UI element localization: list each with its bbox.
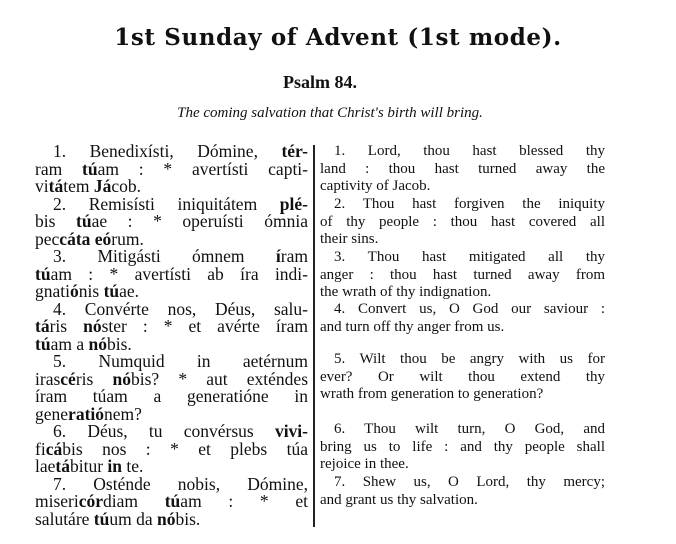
verse-line: and grant us thy salvation. (320, 491, 478, 508)
psalm-heading: Psalm 84. (283, 72, 357, 92)
accented-syllable: nó (157, 508, 176, 529)
text-segment: vi (35, 176, 49, 196)
text-segment: ris (49, 316, 84, 336)
text-segment: pec (35, 228, 60, 249)
accented-syllable: tú (76, 211, 92, 231)
text-segment: bis. (106, 333, 132, 354)
accented-syllable: tér- (281, 141, 308, 161)
text-segment: um da (109, 508, 157, 529)
accented-syllable: ratió (68, 403, 105, 424)
verse-line: ever? Or wilt thou extend thy (320, 368, 605, 385)
latin-verse (35, 423, 308, 476)
text-segment: te. (122, 456, 144, 476)
text-segment: íram túam a generatióne in (35, 386, 308, 406)
accented-syllable: ó (70, 281, 79, 301)
text-segment: am : * et (180, 491, 308, 511)
accented-syllable: nó (112, 368, 131, 389)
accented-syllable: tú (164, 491, 181, 511)
text-segment: ae : * operuísti ómnia (91, 211, 308, 231)
verse-line: 3. Thou hast mitigated all thy (334, 249, 605, 265)
accented-syllable: cór (78, 491, 104, 511)
text-segment: 3. Mitigásti ómnem (53, 246, 276, 266)
latin-column (35, 143, 308, 528)
english-verse (320, 143, 605, 196)
text-segment: ae. (119, 281, 140, 301)
text-segment: bis (35, 211, 76, 231)
accented-syllable: cá (45, 438, 63, 459)
latin-verse (35, 298, 309, 354)
text-segment: gnati (35, 281, 70, 301)
accented-syllable: plé- (279, 193, 308, 214)
text-segment: rum. (111, 228, 144, 249)
text-segment: ram (280, 246, 308, 266)
english-verse (320, 249, 605, 302)
accented-syllable: in (107, 456, 123, 476)
accented-syllable: tá (55, 456, 70, 476)
latin-verse (35, 143, 308, 196)
psalm-subtitle: The coming salvation that Christ's birth will bring. (177, 105, 483, 121)
text-segment: nis (78, 281, 104, 301)
accented-syllable: tá (48, 176, 64, 196)
text-segment: fi (35, 438, 46, 459)
text-segment: 2. Remisísti iniquitátem (53, 193, 280, 214)
text-segment: nem? (104, 403, 142, 424)
text-segment: lae (35, 456, 56, 476)
latin-verse (35, 193, 308, 249)
latin-verse (35, 353, 308, 423)
accented-syllable: Já (93, 176, 112, 196)
text-segment: 7. Osténde nobis, Dómine, (53, 473, 308, 494)
verse-line: bring us to life : and thy people shall (320, 438, 605, 455)
verse-line: rejoice in thee. (320, 456, 409, 473)
accented-syllable: vivi- (274, 421, 308, 441)
verse-line: land : thou hast turned away the (320, 160, 605, 177)
accented-syllable: tá (35, 316, 50, 336)
verse-line: 4. Convert us, O God our saviour : (334, 301, 605, 317)
text-segment: miseri (35, 491, 79, 511)
text-segment: bis. (175, 508, 201, 529)
text-segment: 4. Convérte nos, Déus, salu- (53, 298, 308, 319)
verse-line: 6. Thou wilt turn, O God, and (334, 421, 605, 437)
accented-syllable: tú (35, 263, 51, 284)
accented-syllable: tú (35, 333, 51, 354)
english-verse (320, 474, 605, 509)
verse-line (35, 508, 308, 529)
text-segment: bis nos : * et plebs túa (62, 438, 308, 459)
verse-line: captivity of Jacob. (320, 178, 431, 195)
text-segment: bitur (69, 456, 108, 476)
verse-line: anger : thou hast turned away from (320, 266, 605, 283)
page-title: 1st Sunday of Advent (1st mode). (114, 24, 562, 51)
accented-syllable: cáta eó (59, 228, 112, 249)
verse-line: 2. Thou hast forgiven the iniquity (334, 196, 605, 212)
latin-verse (35, 473, 308, 529)
accented-syllable: tú (82, 158, 98, 179)
text-segment: salutáre (35, 508, 94, 529)
text-segment: tem (63, 176, 94, 196)
text-segment: ram (35, 158, 83, 179)
text-segment: ris (75, 368, 113, 389)
text-segment: am a (50, 333, 89, 354)
verse-line: 5. Wilt thou be angry with us for (334, 351, 605, 367)
verse-line: of thy people : thou hast covered all (320, 213, 605, 230)
text-segment: diam (103, 491, 165, 511)
latin-verse (35, 248, 308, 301)
accented-syllable: cé (60, 368, 76, 389)
verse-line: 1. Lord, thou hast blessed thy (334, 143, 605, 159)
english-verse (320, 421, 605, 474)
accented-syllable: nó (83, 316, 102, 336)
accented-syllable: í (275, 246, 281, 266)
accented-syllable: nó (88, 333, 107, 354)
text-segment: 1. Benedixísti, Dómine, (53, 141, 282, 161)
verse-line: the wrath of thy indignation. (320, 284, 492, 301)
text-segment: ster : * et avérte íram (101, 316, 309, 336)
text-segment: bis? * aut exténdes (130, 368, 309, 389)
english-verse (320, 196, 605, 249)
text-segment: iras (35, 368, 61, 389)
text-segment: am : * avertísti ab íra indi- (50, 263, 308, 284)
verse-line: their sins. (320, 231, 379, 248)
column-divider (313, 145, 315, 527)
accented-syllable: tú (103, 281, 120, 301)
text-segment: am : * avertísti capti- (97, 158, 308, 179)
text-segment: gene (35, 403, 69, 424)
text-segment: cob. (111, 176, 141, 196)
english-verse (320, 351, 605, 404)
accented-syllable: tú (93, 508, 110, 529)
text-segment: 5. Numquid in aetérnum (53, 351, 308, 371)
text-segment: 6. Déus, tu convérsus (53, 421, 275, 441)
english-verse (320, 301, 605, 336)
verse-line: and turn off thy anger from us. (320, 318, 505, 335)
verse-line: 7. Shew us, O Lord, thy mercy; (334, 474, 605, 490)
verse-line: wrath from generation to generation? (320, 386, 544, 403)
